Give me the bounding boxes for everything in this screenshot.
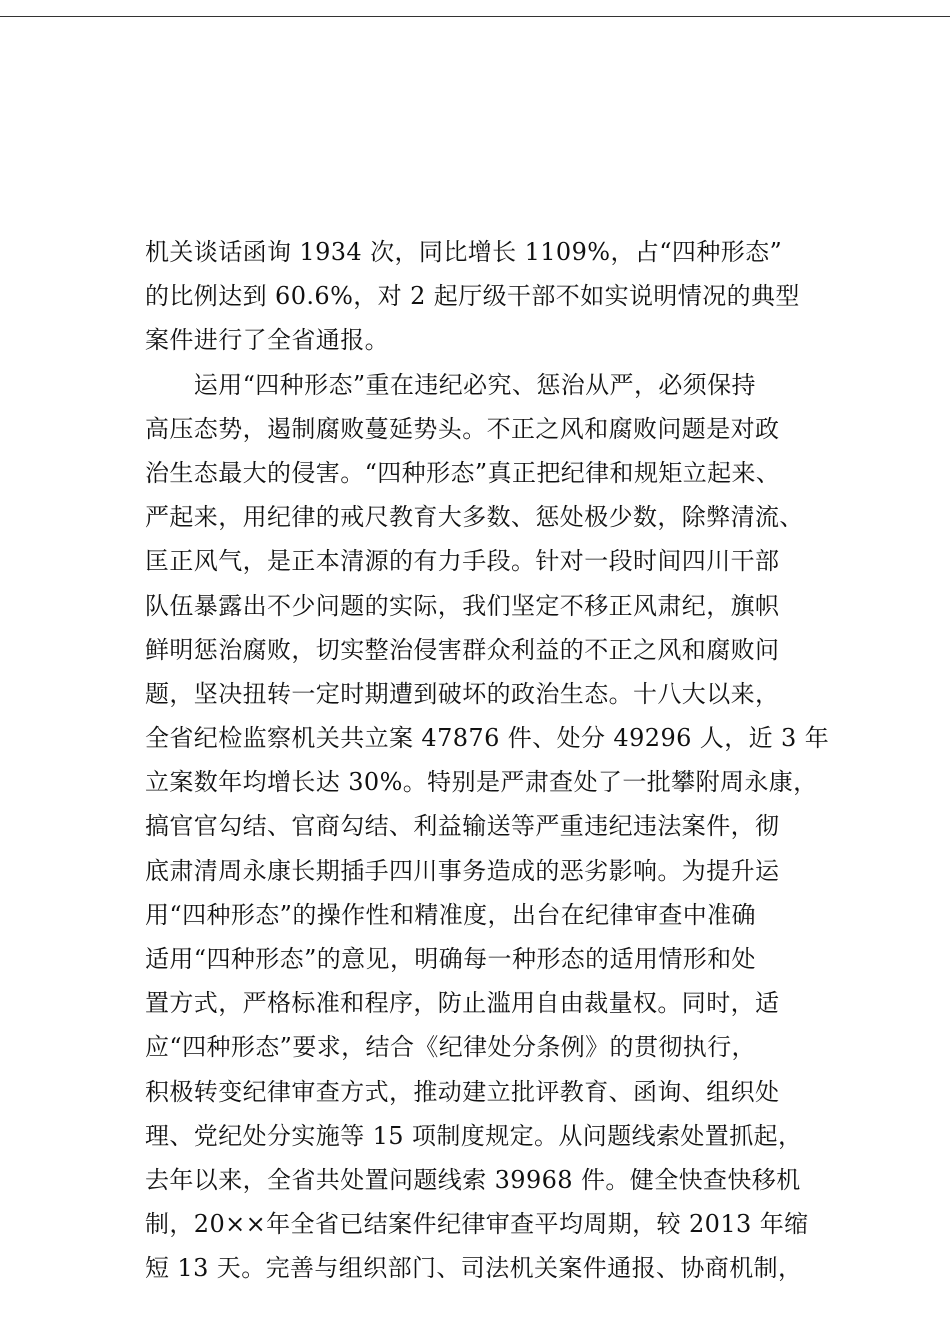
text-line: 案件进行了全省通报。 (145, 326, 389, 355)
text-line: 底肃清周永康长期插手四川事务造成的恶劣影响。为提升运 (145, 856, 780, 885)
text-line: 机关谈话函询 1934 次，同比增长 1109%，占“四种形态” (145, 238, 783, 266)
text-line: 用“四种形态”的操作性和精准度，出台在纪律审查中准确 (145, 900, 756, 929)
text-line: 鲜明惩治腐败，切实整治侵害群众利益的不正之风和腐败问 (145, 635, 780, 664)
text-line: 应“四种形态”要求，结合《纪律处分条例》的贯彻执行， (145, 1033, 756, 1062)
text-line: 的比例达到 60.6%，对 2 起厅级干部不如实说明情况的典型 (145, 282, 800, 311)
text-line: 制，20××年全省已结案件纪律审查平均周期，较 2013 年缩 (145, 1210, 809, 1239)
header-rule (0, 16, 950, 17)
text-line: 置方式，严格标准和程序，防止滥用自由裁量权。同时，适 (145, 989, 780, 1018)
text-line: 治生态最大的侵害。“四种形态”真正把纪律和规矩立起来、 (145, 458, 781, 487)
text-line: 积极转变纪律审查方式，推动建立批评教育、函询、组织处 (145, 1077, 780, 1106)
paragraph-start-line: 运用“四种形态”重在违纪必究、惩治从严，必须保持 (145, 370, 756, 399)
text-line: 短 13 天。完善与组织部门、司法机关案件通报、协商机制， (145, 1254, 803, 1283)
text-line: 高压态势，遏制腐败蔓延势头。不正之风和腐败问题是对政 (145, 414, 780, 443)
text-line: 去年以来，全省共处置问题线索 39968 件。健全快查快移机 (145, 1165, 801, 1194)
text-line: 严起来，用纪律的戒尺教育大多数、惩处极少数，除弊清流、 (145, 503, 804, 532)
text-line: 题，坚决扭转一定时期遭到破坏的政治生态。十八大以来， (145, 679, 780, 708)
body-text (145, 230, 835, 1291)
text-line: 搞官官勾结、官商勾结、利益输送等严重违纪违法案件，彻 (145, 812, 780, 841)
text-line: 适用“四种形态”的意见，明确每一种形态的适用情形和处 (145, 945, 756, 973)
text-line: 队伍暴露出不少问题的实际，我们坚定不移正风肃纪，旗帜 (145, 591, 780, 620)
text-line: 立案数年均增长达 30%。特别是严肃查处了一批攀附周永康， (145, 768, 818, 797)
text-line: 理、党纪处分实施等 15 项制度规定。从问题线索处置抓起， (145, 1121, 803, 1150)
text-line: 全省纪检监察机关共立案 47876 件、处分 49296 人，近 3 年 (145, 724, 830, 753)
text-line: 匡正风气，是正本清源的有力手段。针对一段时间四川干部 (145, 547, 780, 576)
